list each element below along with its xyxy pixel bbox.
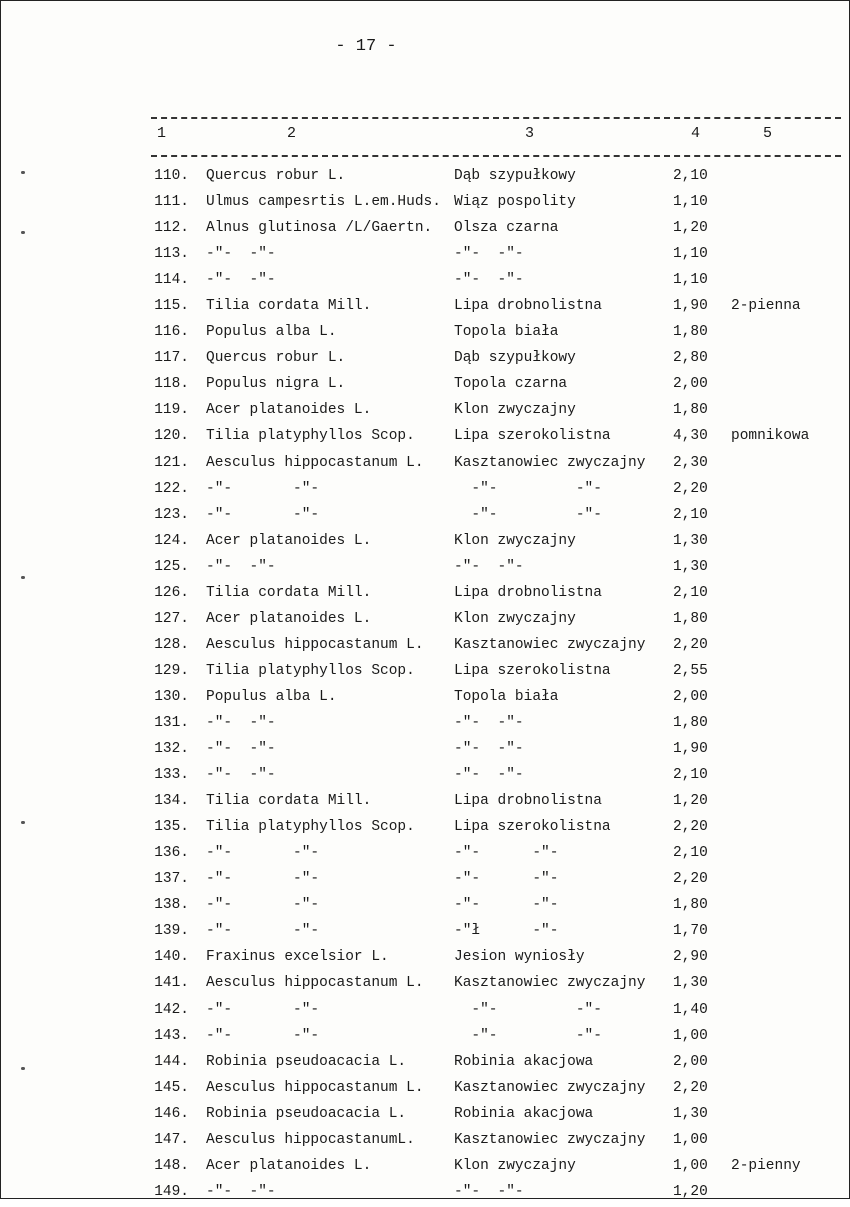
latin-name: -"- -"- xyxy=(206,1027,320,1044)
row-number: 126. xyxy=(154,584,189,601)
trunk-value: 2,00 xyxy=(673,376,708,393)
latin-name: Populus alba L. xyxy=(206,688,337,705)
polish-name: -"- -"- xyxy=(454,558,524,575)
table-row xyxy=(1,165,849,191)
row-number: 147. xyxy=(154,1131,189,1148)
polish-name: Lipa szerokolistna xyxy=(454,662,611,679)
trunk-value: 2,90 xyxy=(673,949,708,966)
table-row xyxy=(1,894,849,920)
row-number: 121. xyxy=(154,454,189,471)
latin-name: Aesculus hippocastanumL. xyxy=(206,1131,415,1148)
latin-name: Acer platanoides L. xyxy=(206,610,372,627)
trunk-value: 1,80 xyxy=(673,610,708,627)
table-row xyxy=(1,764,849,790)
latin-name: Aesculus hippocastanum L. xyxy=(206,975,424,992)
polish-name: -"ł -"- xyxy=(454,923,559,940)
trunk-value: 2,30 xyxy=(673,454,708,471)
trunk-value: 2,00 xyxy=(673,1053,708,1070)
row-number: 127. xyxy=(154,610,189,627)
header-col-5: 5 xyxy=(763,125,773,142)
trunk-value: 1,20 xyxy=(673,1183,708,1200)
row-number: 134. xyxy=(154,793,189,810)
latin-name: Fraxinus excelsior L. xyxy=(206,949,389,966)
trunk-value: 1,90 xyxy=(673,741,708,758)
latin-name: Tilia platyphyllos Scop. xyxy=(206,662,415,679)
row-number: 149. xyxy=(154,1183,189,1200)
trunk-value: 2,10 xyxy=(673,168,708,184)
row-number: 144. xyxy=(154,1053,189,1070)
polish-name: -"- -"- xyxy=(454,246,524,263)
latin-name: -"- -"- xyxy=(206,1183,276,1200)
trunk-value: 1,70 xyxy=(673,923,708,940)
polish-name: Robinia akacjowa xyxy=(454,1105,594,1122)
row-number: 130. xyxy=(154,688,189,705)
table-row xyxy=(1,634,849,660)
table-row xyxy=(1,920,849,946)
row-number: 120. xyxy=(154,428,189,445)
row-number: 145. xyxy=(154,1079,189,1096)
table-row xyxy=(1,478,849,504)
row-number: 124. xyxy=(154,532,189,549)
trunk-value: 2,20 xyxy=(673,871,708,888)
polish-name: Topola biała xyxy=(454,688,559,705)
table-row xyxy=(1,582,849,608)
latin-name: -"- -"- xyxy=(206,272,276,289)
latin-name: Tilia cordata Mill. xyxy=(206,584,372,601)
table-row xyxy=(1,373,849,399)
polish-name: Lipa drobnolistna xyxy=(454,793,602,810)
table-row xyxy=(1,504,849,530)
polish-name: -"- -"- xyxy=(454,480,602,497)
polish-name: Lipa szerokolistna xyxy=(454,428,611,445)
latin-name: Robinia pseudoacacia L. xyxy=(206,1105,407,1122)
row-number: 114. xyxy=(154,272,189,289)
latin-name: -"- -"- xyxy=(206,897,320,914)
table-row xyxy=(1,660,849,686)
page-number: - 17 - xyxy=(335,37,397,56)
row-number: 136. xyxy=(154,845,189,862)
polish-name: Klon zwyczajny xyxy=(454,402,576,419)
row-number: 113. xyxy=(154,246,189,263)
table-row xyxy=(1,191,849,217)
row-note: 2-pienna xyxy=(731,298,801,315)
latin-name: -"- -"- xyxy=(206,480,320,497)
latin-name: Populus alba L. xyxy=(206,324,337,341)
latin-name: Acer platanoides L. xyxy=(206,1157,372,1174)
polish-name: -"- -"- xyxy=(454,1001,602,1018)
latin-name: -"- -"- xyxy=(206,741,276,758)
table-row xyxy=(1,868,849,894)
latin-name: -"- -"- xyxy=(206,845,320,862)
trunk-value: 1,30 xyxy=(673,975,708,992)
polish-name: Lipa drobnolistna xyxy=(454,298,602,315)
polish-name: Klon zwyczajny xyxy=(454,532,576,549)
table-row xyxy=(1,425,849,451)
table-row xyxy=(1,946,849,972)
row-number: 129. xyxy=(154,662,189,679)
row-number: 111. xyxy=(154,194,189,211)
latin-name: Aesculus hippocastanum L. xyxy=(206,636,424,653)
polish-name: Olsza czarna xyxy=(454,220,559,237)
polish-name: Kasztanowiec zwyczajny xyxy=(454,454,646,471)
header-col-2: 2 xyxy=(287,125,297,142)
latin-name: -"- -"- xyxy=(206,1001,320,1018)
trunk-value: 1,00 xyxy=(673,1027,708,1044)
row-number: 125. xyxy=(154,558,189,575)
table-row xyxy=(1,1129,849,1155)
polish-name: -"- -"- xyxy=(454,1183,524,1200)
latin-name: -"- -"- xyxy=(206,246,276,263)
trunk-value: 1,00 xyxy=(673,1131,708,1148)
row-number: 119. xyxy=(154,402,189,419)
latin-name: Alnus glutinosa /L/Gaertn. xyxy=(206,220,433,237)
polish-name: Kasztanowiec zwyczajny xyxy=(454,636,646,653)
trunk-value: 1,10 xyxy=(673,194,708,211)
table-row xyxy=(1,243,849,269)
table-row xyxy=(1,1181,849,1207)
header-col-3: 3 xyxy=(525,125,535,142)
latin-name: Acer platanoides L. xyxy=(206,402,372,419)
row-number: 131. xyxy=(154,714,189,731)
polish-name: -"- -"- xyxy=(454,767,524,784)
trunk-value: 1,80 xyxy=(673,324,708,341)
latin-name: Tilia cordata Mill. xyxy=(206,793,372,810)
trunk-value: 2,10 xyxy=(673,506,708,523)
table-row xyxy=(1,347,849,373)
latin-name: -"- -"- xyxy=(206,871,320,888)
polish-name: Topola biała xyxy=(454,324,559,341)
table-top-rule xyxy=(151,117,841,119)
row-number: 141. xyxy=(154,975,189,992)
latin-name: Aesculus hippocastanum L. xyxy=(206,454,424,471)
table-row xyxy=(1,842,849,868)
trunk-value: 2,80 xyxy=(673,350,708,367)
latin-name: Populus nigra L. xyxy=(206,376,346,393)
polish-name: Klon zwyczajny xyxy=(454,1157,576,1174)
latin-name: Aesculus hippocastanum L. xyxy=(206,1079,424,1096)
polish-name: Kasztanowiec zwyczajny xyxy=(454,1131,646,1148)
row-number: 132. xyxy=(154,741,189,758)
trunk-value: 1,10 xyxy=(673,246,708,263)
table-row xyxy=(1,269,849,295)
polish-name: Kasztanowiec zwyczajny xyxy=(454,975,646,992)
table-row xyxy=(1,1051,849,1077)
table-row xyxy=(1,530,849,556)
polish-name: -"- -"- xyxy=(454,272,524,289)
trunk-value: 1,90 xyxy=(673,298,708,315)
latin-name: Tilia platyphyllos Scop. xyxy=(206,819,415,836)
latin-name: Tilia platyphyllos Scop. xyxy=(206,428,415,445)
polish-name: Lipa szerokolistna xyxy=(454,819,611,836)
polish-name: Kasztanowiec zwyczajny xyxy=(454,1079,646,1096)
table-row xyxy=(1,321,849,347)
table-row xyxy=(1,1025,849,1051)
polish-name: -"- -"- xyxy=(454,506,602,523)
header-col-1: 1 xyxy=(157,125,167,142)
trunk-value: 1,30 xyxy=(673,558,708,575)
table-row xyxy=(1,686,849,712)
table-row xyxy=(1,556,849,582)
trunk-value: 1,10 xyxy=(673,272,708,289)
trunk-value: 2,10 xyxy=(673,845,708,862)
header-col-4: 4 xyxy=(691,125,701,142)
row-number: 133. xyxy=(154,767,189,784)
table-row xyxy=(1,712,849,738)
polish-name: -"- -"- xyxy=(454,871,559,888)
polish-name: -"- -"- xyxy=(454,1027,602,1044)
row-number: 135. xyxy=(154,819,189,836)
row-number: 115. xyxy=(154,298,189,315)
trunk-value: 1,00 xyxy=(673,1157,708,1174)
polish-name: Topola czarna xyxy=(454,376,568,393)
polish-name: Robinia akacjowa xyxy=(454,1053,594,1070)
latin-name: Ulmus campesrtis L.em.Huds. xyxy=(206,194,441,211)
row-number: 137. xyxy=(154,871,189,888)
row-note: pomnikowa xyxy=(731,428,810,445)
row-number: 123. xyxy=(154,506,189,523)
tree-table-body xyxy=(1,165,849,1207)
row-number: 139. xyxy=(154,923,189,940)
trunk-value: 2,55 xyxy=(673,662,708,679)
trunk-value: 4,30 xyxy=(673,428,708,445)
row-number: 122. xyxy=(154,480,189,497)
table-row xyxy=(1,295,849,321)
table-row xyxy=(1,452,849,478)
trunk-value: 1,80 xyxy=(673,897,708,914)
table-row xyxy=(1,399,849,425)
trunk-value: 1,80 xyxy=(673,714,708,731)
table-row xyxy=(1,1077,849,1103)
trunk-value: 1,80 xyxy=(673,402,708,419)
table-row xyxy=(1,1155,849,1181)
table-row xyxy=(1,217,849,243)
table-row xyxy=(1,608,849,634)
row-note: 2-pienny xyxy=(731,1157,801,1174)
row-number: 142. xyxy=(154,1001,189,1018)
latin-name: Tilia cordata Mill. xyxy=(206,298,372,315)
row-number: 118. xyxy=(154,376,189,393)
latin-name: -"- -"- xyxy=(206,558,276,575)
trunk-value: 2,20 xyxy=(673,636,708,653)
trunk-value: 2,20 xyxy=(673,1079,708,1096)
table-header-rule xyxy=(151,155,841,157)
trunk-value: 2,00 xyxy=(673,688,708,705)
row-number: 112. xyxy=(154,220,189,237)
latin-name: Robinia pseudoacacia L. xyxy=(206,1053,407,1070)
trunk-value: 2,10 xyxy=(673,584,708,601)
latin-name: Quercus robur L. xyxy=(206,350,346,367)
trunk-value: 2,20 xyxy=(673,480,708,497)
polish-name: -"- -"- xyxy=(454,741,524,758)
trunk-value: 1,40 xyxy=(673,1001,708,1018)
trunk-value: 1,20 xyxy=(673,220,708,237)
polish-name: Lipa drobnolistna xyxy=(454,584,602,601)
table-row xyxy=(1,972,849,998)
row-number: 110. xyxy=(154,168,189,184)
row-number: 143. xyxy=(154,1027,189,1044)
polish-name: -"- -"- xyxy=(454,897,559,914)
table-row xyxy=(1,790,849,816)
latin-name: -"- -"- xyxy=(206,923,320,940)
row-number: 138. xyxy=(154,897,189,914)
polish-name: Wiąz pospolity xyxy=(454,194,576,211)
table-row xyxy=(1,999,849,1025)
row-number: 128. xyxy=(154,636,189,653)
row-number: 117. xyxy=(154,350,189,367)
trunk-value: 1,20 xyxy=(673,793,708,810)
latin-name: Acer platanoides L. xyxy=(206,532,372,549)
trunk-value: 1,30 xyxy=(673,532,708,549)
polish-name: -"- -"- xyxy=(454,845,559,862)
latin-name: -"- -"- xyxy=(206,714,276,731)
latin-name: Quercus robur L. xyxy=(206,168,346,184)
row-number: 140. xyxy=(154,949,189,966)
polish-name: Dąb szypułkowy xyxy=(454,168,576,184)
trunk-value: 2,10 xyxy=(673,767,708,784)
polish-name: Jesion wyniosły xyxy=(454,949,585,966)
polish-name: Klon zwyczajny xyxy=(454,610,576,627)
table-row xyxy=(1,1103,849,1129)
table-row xyxy=(1,738,849,764)
trunk-value: 1,30 xyxy=(673,1105,708,1122)
trunk-value: 2,20 xyxy=(673,819,708,836)
latin-name: -"- -"- xyxy=(206,506,320,523)
row-number: 146. xyxy=(154,1105,189,1122)
row-number: 148. xyxy=(154,1157,189,1174)
polish-name: -"- -"- xyxy=(454,714,524,731)
polish-name: Dąb szypułkowy xyxy=(454,350,576,367)
latin-name: -"- -"- xyxy=(206,767,276,784)
table-row xyxy=(1,816,849,842)
row-number: 116. xyxy=(154,324,189,341)
